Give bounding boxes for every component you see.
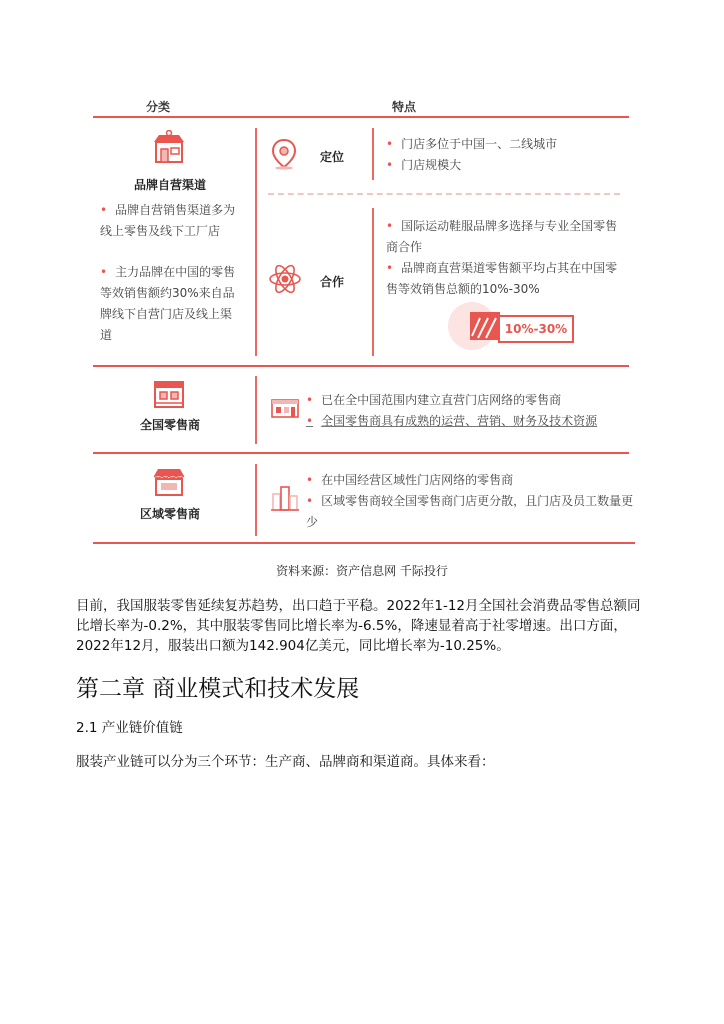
regional-bullet-1: • 在中国经营区域性门店网络的零售商 — [306, 473, 514, 487]
atom-icon — [268, 262, 302, 296]
location-pin-icon — [270, 138, 298, 170]
category-regional: 区域零售商 — [139, 507, 200, 521]
positioning-bullet-1: • 门店多位于中国一、二线城市 — [386, 137, 558, 151]
brand-self-bullet-1: • 品牌自营销售渠道多为线上零售及线下工厂店 — [100, 203, 236, 238]
category-national: 全国零售商 — [139, 418, 200, 432]
category-brand-self: 品牌自营渠道 — [133, 178, 206, 192]
store-front-icon — [152, 378, 186, 410]
positioning-vertical-divider — [372, 128, 374, 180]
brand-self-vertical-divider — [255, 128, 257, 356]
national-vertical-divider — [255, 376, 257, 444]
dashed-separator — [268, 193, 620, 195]
header-divider — [93, 116, 629, 118]
national-bullet-2: • 全国零售商具有成熟的运营、营销、财务及技术资源 — [306, 414, 598, 428]
body-paragraph-1: 目前，我国服装零售延续复苏趋势，出口趋于平稳。2022年1-12月全国社会消费品零售总额同比增长率为-0.2%，其中服装零售同比增长率为-6.5%，降速显着高于社零增速。出口方面，2022年12月，服装出口额为142.904亿美元，同比增长率为-10.25%。 — [76, 598, 641, 654]
cooperation-bullet-2: • 品牌商直营渠道零售额平均占其在中国零售等效销售总额的10%-30% — [386, 261, 618, 296]
brand-self-bullet-2: • 主力品牌在中国的零售等效销售额约30%来自品牌线下自营门店及线上渠道 — [100, 265, 236, 342]
cooperation-bullet-1: • 国际运动鞋服品牌多选择与专业全国零售商合作 — [386, 219, 618, 254]
section-divider-1 — [93, 365, 629, 367]
positioning-bullet-2: • 门店规模大 — [386, 158, 462, 172]
shop-icon — [150, 130, 188, 166]
table-bottom-divider — [93, 542, 635, 544]
cooperation-vertical-divider — [372, 208, 374, 356]
national-bullet-1: • 已在全中国范围内建立直营门店网络的零售商 — [306, 393, 562, 407]
section-title: 2.1 产业链价值链 — [76, 720, 183, 736]
column-header-features: 特点 — [392, 100, 417, 114]
figure-source: 资料来源：资产信息网 千际投行 — [276, 564, 448, 578]
section-divider-2 — [93, 452, 629, 454]
positioning-label: 定位 — [319, 150, 344, 164]
building-icon — [270, 395, 300, 419]
chapter-title: 第二章 商业模式和技术发展 — [76, 676, 360, 702]
regional-vertical-divider — [255, 464, 257, 536]
column-header-category: 分类 — [146, 100, 171, 114]
storefront-awning-icon — [152, 466, 186, 498]
cooperation-label: 合作 — [319, 275, 344, 289]
city-icon — [270, 484, 300, 512]
percentage-badge: 10%-30% — [498, 315, 574, 343]
body-paragraph-2: 服装产业链可以分为三个环节：生产商、品牌商和渠道商。具体来看： — [76, 754, 495, 770]
regional-bullet-2: • 区域零售商较全国零售商门店更分散，且门店及员工数量更少 — [306, 494, 634, 529]
